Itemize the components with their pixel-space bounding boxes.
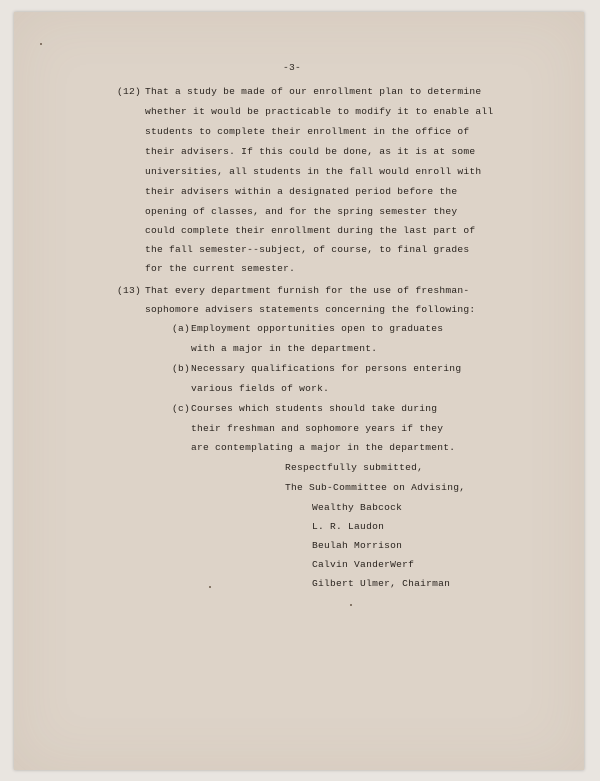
subitem-c-line: Courses which students should take during [191,403,438,414]
item-12-line: students to complete their enrollment in the office of [145,126,470,137]
item-12-line: universities, all students in the fall would enroll with [145,166,482,177]
item-12-line: their advisers. If this could be done, as it is at some [145,146,476,157]
committee-member: Beulah Morrison [312,540,403,551]
item-13-line: sophomore advisers statements concerning the following: [145,304,476,315]
item-12-line: for the current semester. [145,263,296,274]
subitem-c-line: their freshman and sophomore years if they [191,423,444,434]
committee-name: The Sub-Committee on Advising, [285,482,466,493]
item-12-line: whether it would be practicable to modify it to enable all [145,106,494,117]
subitem-a-label: (a) [172,323,191,334]
page-number: -3- [283,62,302,73]
item-13-number: (13) [117,285,142,296]
item-12-line: could complete their enrollment during the last part of [145,225,476,236]
item-12-line: their advisers within a designated period before the [145,186,458,197]
item-12-number: (12) [117,86,142,97]
subitem-b-line: various fields of work. [191,383,330,394]
committee-chairman: Gilbert Ulmer, Chairman [312,578,451,589]
respectfully-submitted: Respectfully submitted, [285,462,424,473]
subitem-a-line: Employment opportunities open to graduates [191,323,444,334]
item-12-line: opening of classes, and for the spring semester they [145,206,458,217]
paper-speck [40,43,42,45]
item-13-line: That every department furnish for the use of freshman- [145,285,470,296]
item-12-line: That a study be made of our enrollment plan to determine [145,86,482,97]
subitem-c-label: (c) [172,403,191,414]
paper-speck [350,604,352,606]
subitem-b-line: Necessary qualifications for persons entering [191,363,462,374]
committee-member: Wealthy Babcock [312,502,403,513]
paper-speck [209,586,211,588]
subitem-b-label: (b) [172,363,191,374]
committee-member: Calvin VanderWerf [312,559,415,570]
subitem-a-line: with a major in the department. [191,343,378,354]
item-12-line: the fall semester--subject, of course, to final grades [145,244,470,255]
subitem-c-line: are contemplating a major in the department. [191,442,456,453]
committee-member: L. R. Laudon [312,521,385,532]
